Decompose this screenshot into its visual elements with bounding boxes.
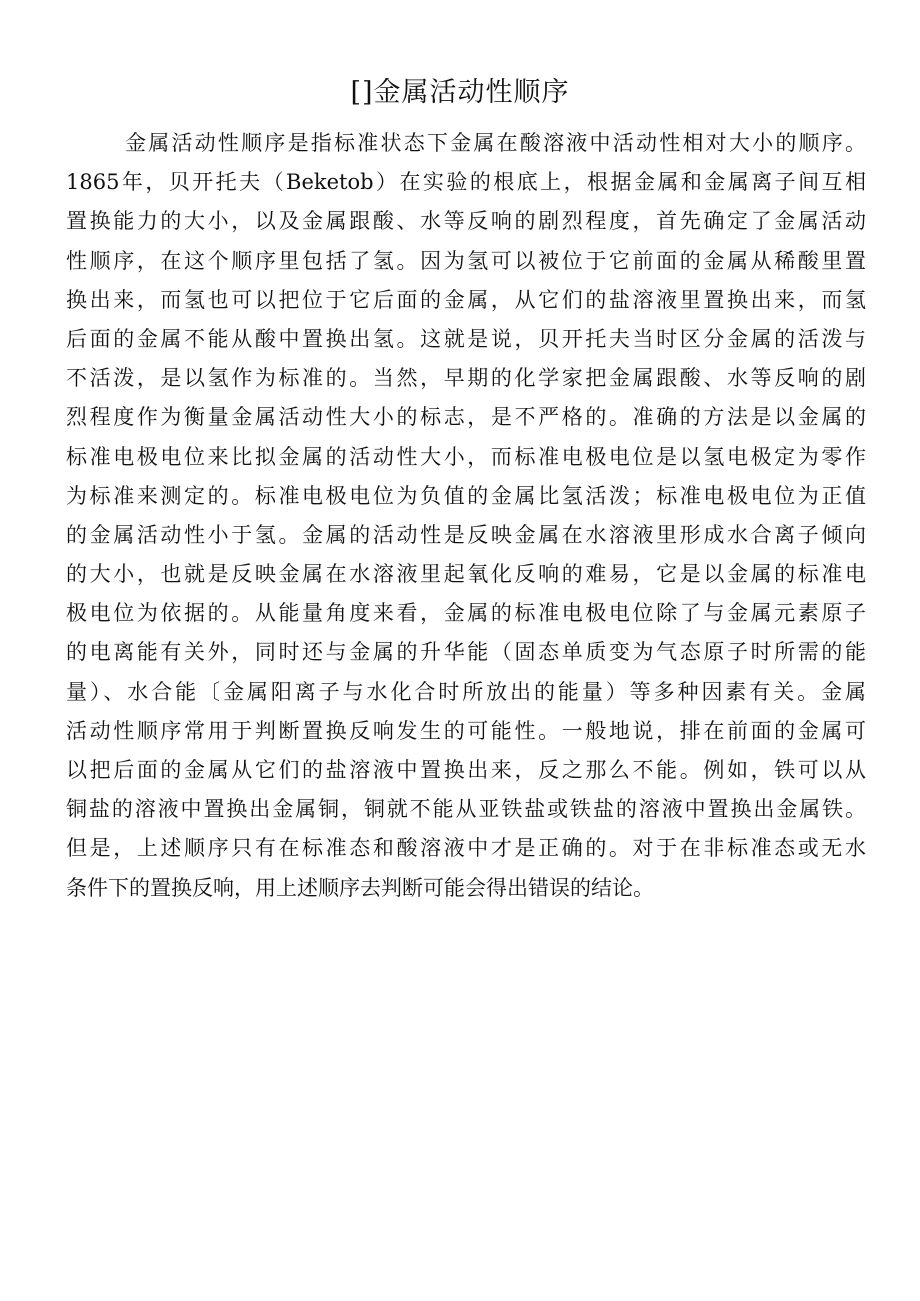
- body-line: 条件下的置换反响，用上述顺序去判断可能会得出错误的结论。: [66, 875, 654, 900]
- body-line: 金属活动性顺序是指标准状态下金属在酸溶液中活动性相对大小的顺序。: [125, 131, 866, 155]
- body-line: 置换能力的大小，以及金属跟酸、水等反响的剧烈程度，首先确定了金属活动: [66, 209, 866, 234]
- body-line: 的金属活动性小于氢。金属的活动性是反映金属在水溶液里形成水合离子倾向: [66, 522, 866, 547]
- body-line: 1865年，贝开托夫（Beketob）在实验的根底上，根据金属和金属离子间互相: [66, 170, 866, 195]
- body-line: 但是，上述顺序只有在标准态和酸溶液中才是正确的。对于在非标准态或无水: [66, 836, 866, 861]
- body-line: 换出来，而氢也可以把位于它后面的金属，从它们的盐溶液里置换出来，而氢: [66, 287, 866, 312]
- body-line: 的电离能有关外，同时还与金属的升华能（固态单质变为气态原子时所需的能: [66, 640, 866, 665]
- body-line: 不活泼，是以氢作为标准的。当然，早期的化学家把金属跟酸、水等反响的剧: [66, 366, 866, 391]
- body-line: 活动性顺序常用于判断置换反响发生的可能性。一般地说，排在前面的金属可: [66, 718, 866, 743]
- body-line: 为标准来测定的。标准电极电位为负值的金属比氢活泼；标准电极电位为正值: [66, 483, 866, 508]
- body-line: 标准电极电位来比拟金属的活动性大小，而标准电极电位是以氢电极定为零作: [66, 444, 866, 469]
- body-line: 极电位为依据的。从能量角度来看，金属的标准电极电位除了与金属元素原子: [66, 601, 866, 626]
- document-title: []金属活动性顺序: [350, 77, 570, 108]
- body-line: 烈程度作为衡量金属活动性大小的标志，是不严格的。准确的方法是以金属的: [66, 405, 866, 430]
- body-line: 量）、水合能〔金属阳离子与水化合时所放出的能量）等多种因素有关。金属: [66, 679, 866, 704]
- document-body: [66, 124, 866, 908]
- body-line: 后面的金属不能从酸中置换出氢。这就是说，贝开托夫当时区分金属的活泼与: [66, 326, 866, 351]
- body-line: 以把后面的金属从它们的盐溶液中置换出来，反之那么不能。例如，铁可以从: [66, 758, 866, 782]
- body-line: 铜盐的溶液中置换出金属铜，铜就不能从亚铁盐或铁盐的溶液中置换出金属铁。: [66, 797, 866, 822]
- body-line: 性顺序，在这个顺序里包括了氢。因为氢可以被位于它前面的金属从稀酸里置: [66, 248, 866, 273]
- body-line: 的大小，也就是反映金属在水溶液里起氧化反响的难易，它是以金属的标准电: [66, 562, 866, 587]
